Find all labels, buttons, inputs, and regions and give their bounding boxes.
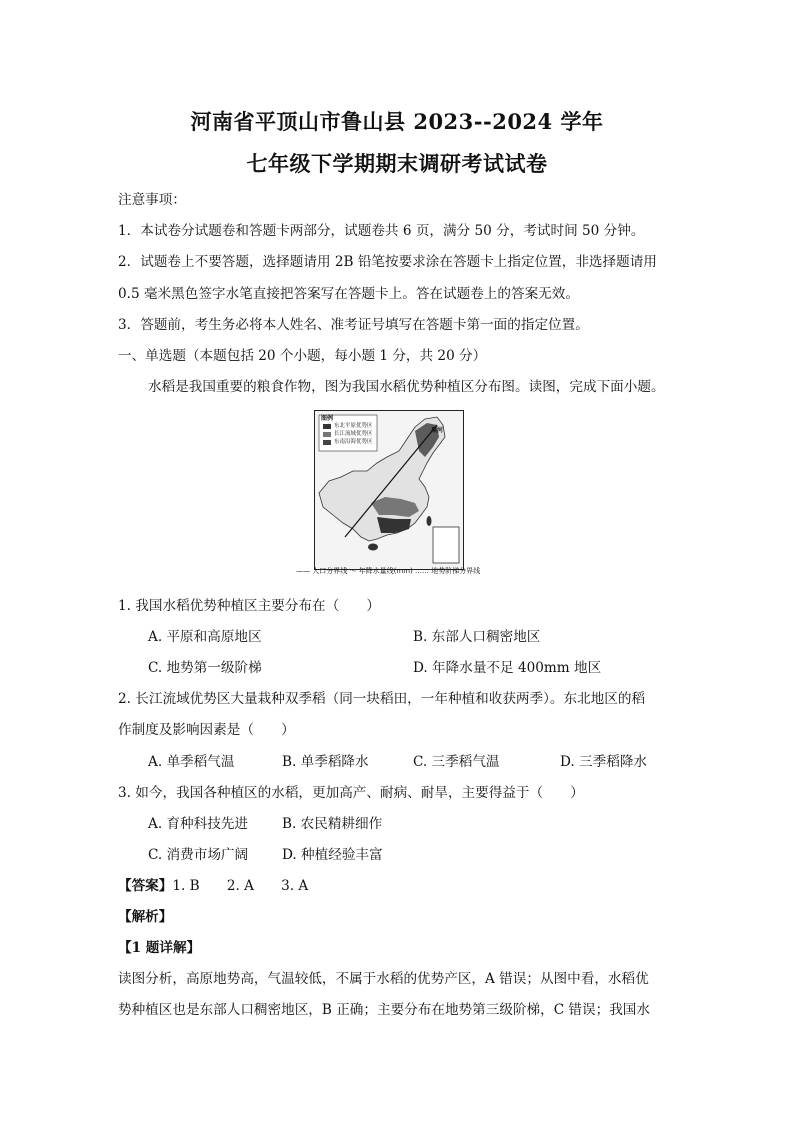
analysis-para-1a: 读图分析，高原地势高，气温较低，不属于水稻的优势产区，A 错误；从图中看，水稻优 [118, 971, 649, 987]
q1-option-a[interactable]: A. 平原和高原地区 [148, 629, 262, 645]
q2-option-c[interactable]: C. 三季稻气温 [413, 754, 500, 770]
q3-option-c[interactable]: C. 消费市场广阔 [148, 847, 249, 863]
legend-item-yangtze: 长江流域优势区 [334, 431, 373, 437]
notice-item-2a: 2．试题卷上不要答题，选择题请用 2B 铅笔按要求涂在答题卡上指定位置，非选择题请用 [118, 254, 657, 270]
analysis-para-1b: 势种植区也是东部人口稠密地区，B 正确；主要分布在地势第三级阶梯，C 错误；我国水 [118, 1002, 650, 1018]
legend-item-southeast: 东南沿海优势区 [334, 439, 373, 445]
legend-item-northeast: 东北平原优势区 [334, 423, 373, 429]
q2-stem-line2: 作制度及影响因素是（ ） [118, 722, 295, 738]
map-label-river: 黑河 [431, 427, 444, 434]
rice-distribution-map [314, 410, 464, 570]
q3-stem: 3. 如今，我国各种植区的水稻，更加高产、耐病、耐旱，主要得益于（ ） [118, 785, 584, 801]
question-intro: 水稻是我国重要的粮食作物，图为我国水稻优势种植区分布图。读图，完成下面小题。 [148, 379, 665, 395]
analysis-sub-1: 【1 题详解】 [118, 940, 201, 956]
map-legend [334, 422, 373, 446]
q1-stem: 1. 我国水稻优势种植区主要分布在（ ） [118, 598, 380, 614]
q3-option-d[interactable]: D. 种植经验丰富 [282, 847, 383, 863]
exam-title-line1: 河南省平顶山市鲁山县 2023--2024 学年 [190, 109, 604, 134]
q2-stem-line1: 2. 长江流域优势区大量栽种双季稻（同一块稻田，一年种植和收获两季）。东北地区的稻 [118, 691, 646, 707]
q3-option-a[interactable]: A. 育种科技先进 [148, 816, 249, 832]
notice-item-2b: 0.5 毫米黑色签字水笔直接把答案写在答题卡上。答在试题卷上的答案无效。 [118, 286, 579, 302]
q1-option-b[interactable]: B. 东部人口稠密地区 [413, 629, 541, 645]
map-legend-title: 图例 [321, 415, 334, 422]
q1-option-c[interactable]: C. 地势第一级阶梯 [148, 660, 262, 676]
section-heading: 一、单选题（本题包括 20 个小题，每小题 1 分，共 20 分） [118, 348, 487, 364]
q2-option-d[interactable]: D. 三季稻降水 [560, 754, 648, 770]
q1-option-d[interactable]: D. 年降水量不足 400mm 地区 [413, 660, 602, 676]
answer-row [118, 874, 308, 894]
notice-heading: 注意事项： [118, 192, 186, 208]
exam-title-line2: 七年级下学期期末调研考试试卷 [246, 151, 548, 176]
q2-option-b[interactable]: B. 单季稻降水 [282, 754, 369, 770]
answer-label: 【答案】 [118, 878, 173, 894]
analysis-label: 【解析】 [118, 909, 173, 925]
q3-option-b[interactable]: B. 农民精耕细作 [282, 816, 383, 832]
map-caption: —— 人口分界线 ～ 年降水量线(mm) …… 地势阶梯分界线 [296, 567, 481, 575]
answer-text: 1. B 2. A 3. A [172, 878, 309, 894]
notice-item-1: 1．本试卷分试题卷和答题卡两部分，试题卷共 6 页，满分 50 分，考试时间 50 分钟。 [118, 223, 645, 239]
q2-option-a[interactable]: A. 单季稻气温 [148, 754, 235, 770]
notice-item-3: 3．答题前，考生务必将本人姓名、准考证号填写在答题卡第一面的指定位置。 [118, 317, 589, 333]
